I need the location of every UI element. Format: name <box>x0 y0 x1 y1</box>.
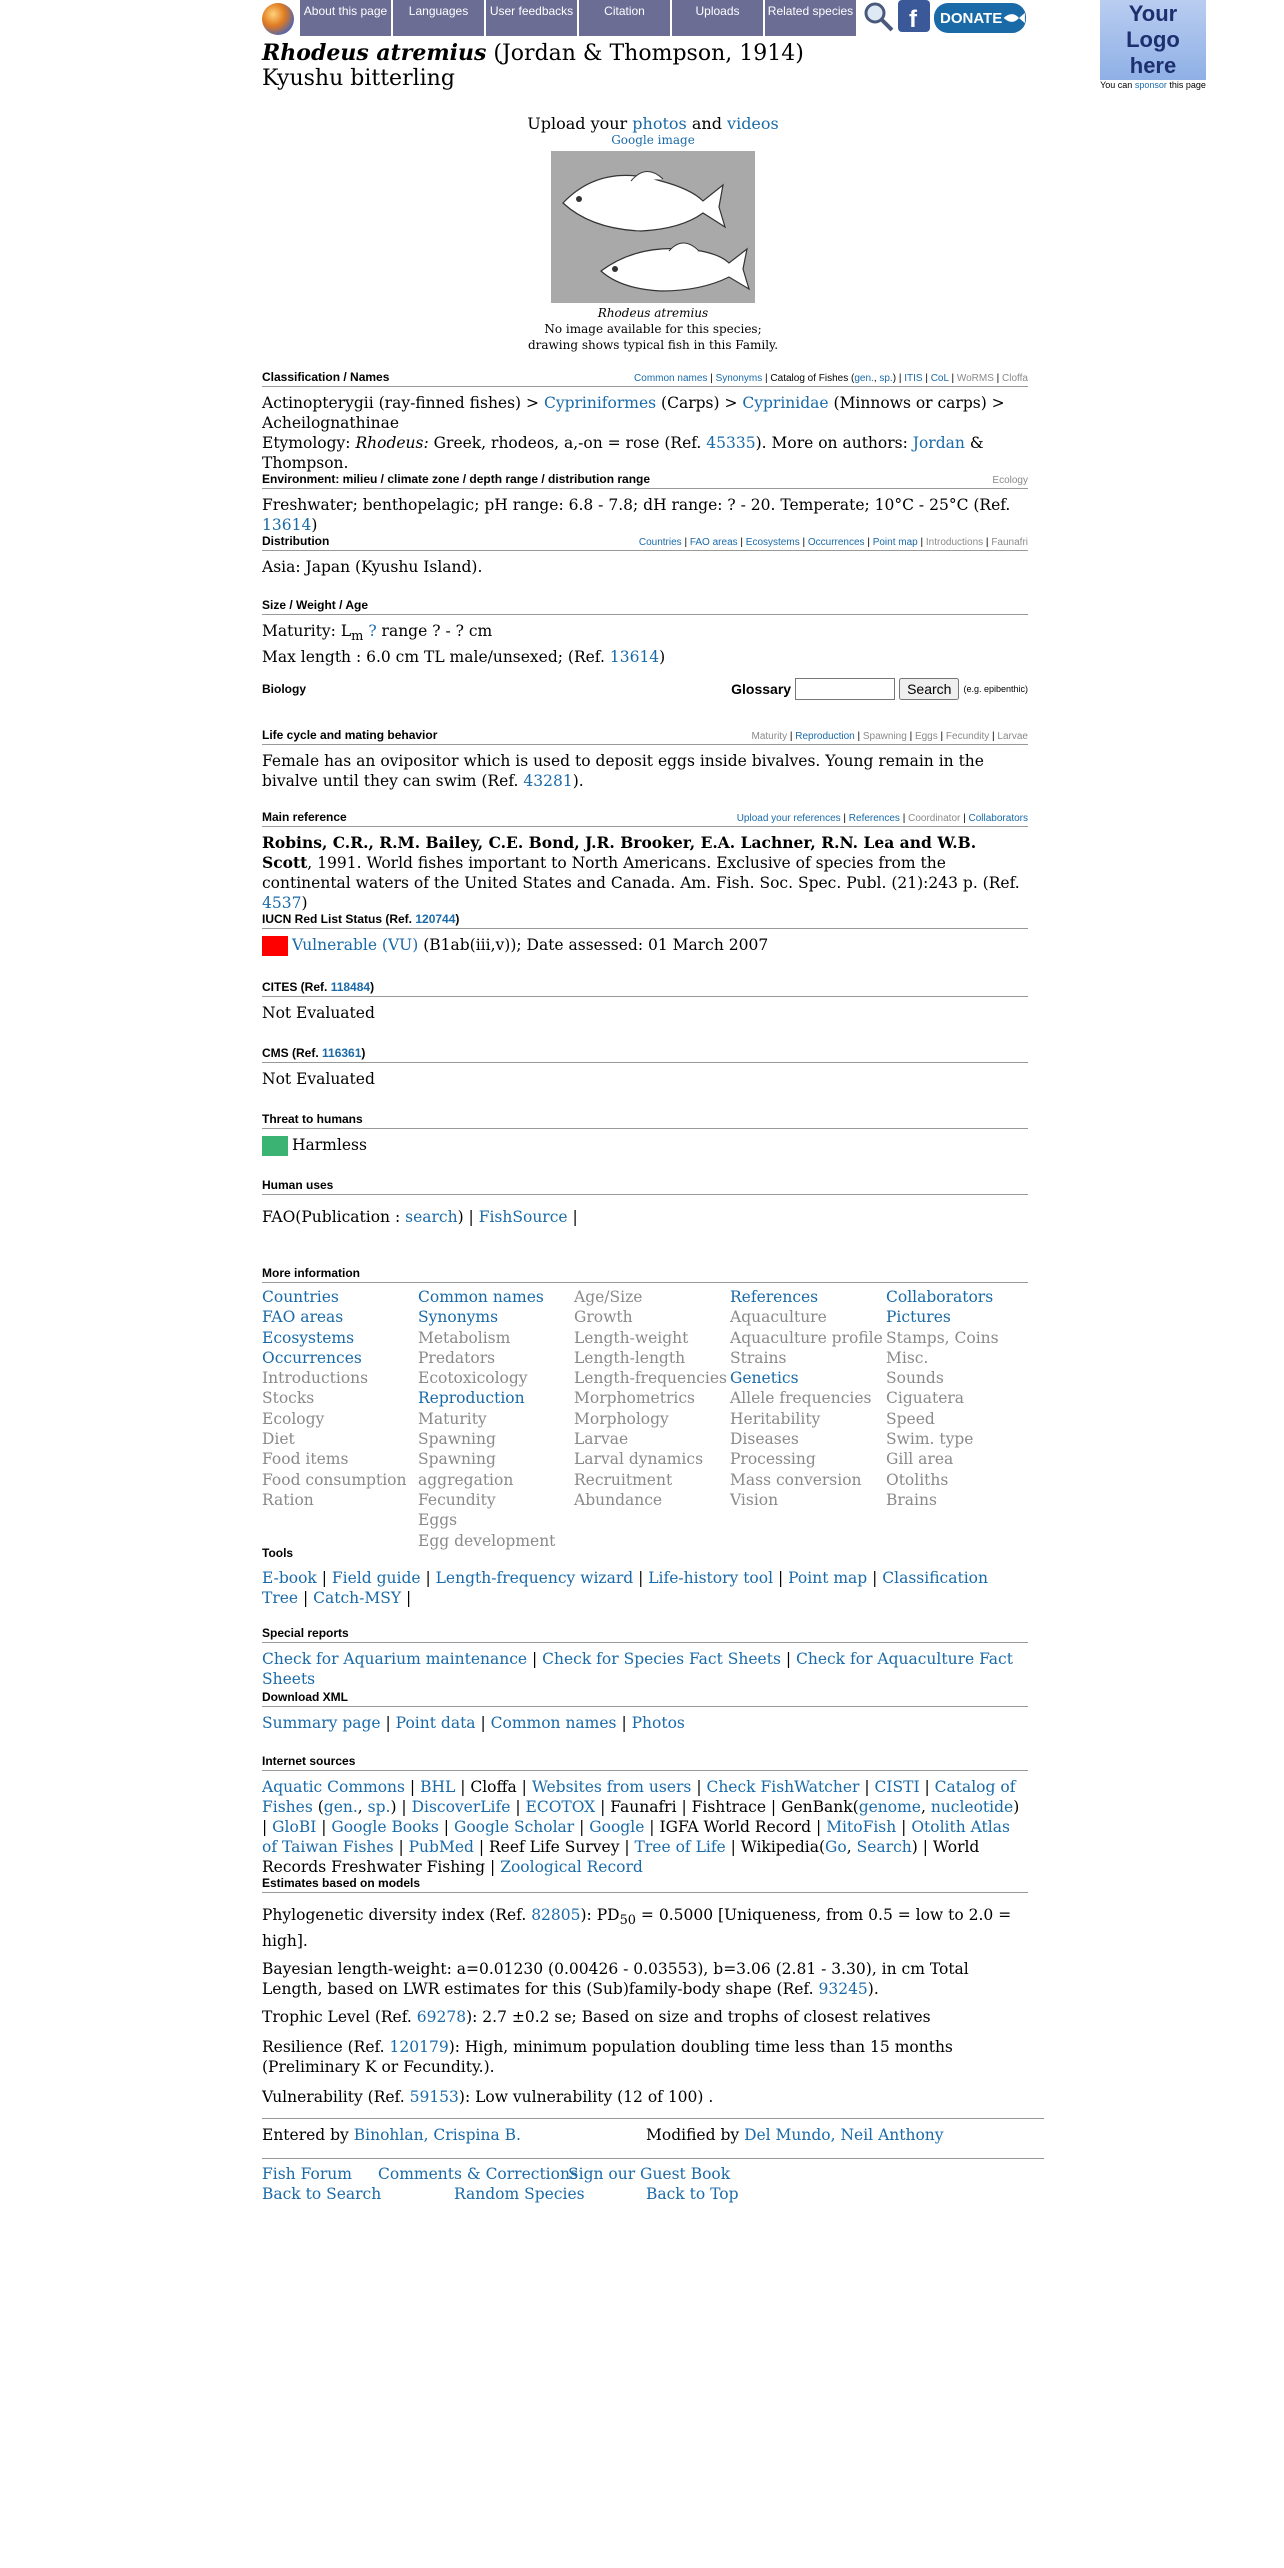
download-xml-section: Download XML Summary page | Point data | Common names | Photos <box>262 1690 1028 1733</box>
tool-point-map[interactable]: Point map <box>788 1569 868 1587</box>
xml-photos[interactable]: Photos <box>631 1714 685 1732</box>
more-info-grid <box>262 1287 1028 1551</box>
entered-by-link[interactable]: Binohlan, Crispina B. <box>353 2126 521 2144</box>
more-info-item: Brains <box>886 1490 937 1509</box>
more-info-column <box>574 1287 730 1551</box>
link-ecosystems[interactable]: Ecosystems <box>745 537 800 548</box>
more-info-item: Larval dynamics <box>574 1450 704 1469</box>
internet-source-link[interactable]: gen. <box>323 1798 358 1816</box>
internet-source-text: | <box>574 1818 590 1836</box>
internet-sources-links <box>262 1777 1028 1877</box>
human-uses-section: Human uses FAO(Publication : search) | FishSource | <box>262 1178 1028 1227</box>
tools-section: Tools E-book | Field guide | Length-frequency wizard | Life-history tool | Point map | Classification Tree | Catch-MSY | <box>262 1546 1028 1608</box>
more-info-item: Food consumption <box>262 1470 407 1489</box>
facebook-icon[interactable] <box>898 0 930 36</box>
more-info-item: Heritability <box>730 1409 821 1428</box>
donate-label: DONATE <box>940 9 1003 27</box>
footer-credits: Entered by Binohlan, Crispina B. Modified by Del Mundo, Neil Anthony <box>262 2126 944 2144</box>
bayes-ref-link[interactable]: 93245 <box>818 1980 868 1999</box>
more-info-item: Metabolism <box>418 1328 511 1347</box>
more-info-item: Length-weight <box>574 1328 689 1347</box>
link-synonyms[interactable]: Synonyms <box>715 373 763 384</box>
more-info-item: Eggs <box>418 1511 458 1530</box>
fish-icon <box>1002 9 1026 27</box>
google-image-link[interactable]: Google image <box>611 133 695 147</box>
more-info-item: Egg development <box>418 1531 556 1550</box>
more-info-item: Swim. type <box>886 1430 974 1449</box>
fishsource-link[interactable]: FishSource <box>478 1208 568 1226</box>
internet-source-link[interactable]: PubMed <box>408 1838 474 1856</box>
more-info-column <box>262 1287 418 1551</box>
fishbase-globe-icon[interactable] <box>262 3 294 35</box>
iucn-status-swatch <box>262 936 288 956</box>
tool-classification-tree[interactable]: Classification Tree <box>262 1569 988 1607</box>
size-section: Size / Weight / Age Maturity: $L_m$ ? range ? - ? cm Max length : 6.0 cm TL male/unsexed; (Ref. 13614) <box>262 598 1028 667</box>
internet-source-text: ) | <box>390 1798 412 1816</box>
biology-section: Biology Glossary Search (e.g. epibenthic) <box>262 678 1028 700</box>
internet-source-link[interactable]: DiscoverLife <box>411 1798 511 1816</box>
image-block <box>262 114 1044 353</box>
internet-source-link[interactable]: Check FishWatcher <box>706 1778 860 1796</box>
distribution-section: Distribution Countries | FAO areas | Ecosystems | Occurrences | Point map | Introductions | Faunafri Asia: Japan (Kyushu Island). <box>262 534 1028 576</box>
fish-drawing[interactable] <box>551 151 755 303</box>
upload-photos-link[interactable]: photos <box>632 114 687 133</box>
internet-source-text: | <box>691 1778 707 1796</box>
internet-source-link[interactable]: sp. <box>367 1798 391 1816</box>
internet-source-link[interactable]: Catalog of Fishes <box>262 1778 1016 1816</box>
internet-source-link[interactable]: Aquatic Commons <box>262 1778 405 1796</box>
modified-by-link[interactable]: Del Mundo, Neil Anthony <box>744 2126 944 2144</box>
more-info-item: Speed <box>886 1409 935 1428</box>
more-info-item: Fecundity <box>418 1490 496 1509</box>
more-info-link[interactable]: Reproduction <box>418 1389 525 1408</box>
more-info-item: Growth <box>574 1308 633 1327</box>
more-info-item: Ciguatera <box>886 1389 965 1408</box>
etym-ref-link[interactable]: 45335 <box>706 434 756 452</box>
more-info-item: Maturity <box>418 1409 487 1428</box>
comments-link[interactable]: Comments & Corrections <box>378 2165 578 2183</box>
threat-section: Threat to humans Harmless <box>262 1112 1028 1156</box>
nav-related-species[interactable]: Related species <box>765 0 858 36</box>
link-reproduction[interactable]: Reproduction <box>795 731 855 742</box>
link-references[interactable]: References <box>848 813 900 824</box>
tool-ebook[interactable]: E-book <box>262 1569 317 1587</box>
internet-source-text: | Reef Life Survey | <box>473 1838 635 1856</box>
internet-source-text: | Faunafri | Fishtrace | GenBank( <box>595 1798 859 1816</box>
more-info-item: Processing <box>730 1450 816 1469</box>
mainref-ref-link[interactable]: 4537 <box>262 894 302 912</box>
internet-source-link[interactable]: Search <box>856 1838 912 1856</box>
internet-source-text: | <box>510 1798 526 1816</box>
tool-catch-msy[interactable]: Catch-MSY <box>313 1589 402 1607</box>
internet-source-text: | <box>316 1818 332 1836</box>
more-info-item: Stocks <box>262 1389 315 1408</box>
cms-section: CMS (Ref. 116361) Not Evaluated <box>262 1046 1028 1089</box>
upload-line: Upload your photos and videos <box>527 114 779 133</box>
more-info-item: Sounds <box>886 1369 944 1388</box>
internet-source-text: | Wikipedia( <box>725 1838 826 1856</box>
internet-source-text: ( <box>312 1798 324 1816</box>
main-reference-section: Main reference Upload your references | References | Coordinator | Collaborators Robins, C.R., R.M. Bailey, C.E. Bond, J.R. Brooker, E.A. Lachner, R.N. Lea and W.B. Scott, 1991. World fishes important to North Americans. Exclusive of species from the continental waters of the United States and Canada. Am. Fish. Soc. Spec. Publ. (21):243 p. (Ref. 4537) <box>262 810 1028 912</box>
more-info-link[interactable]: Pictures <box>886 1308 951 1327</box>
report-aquaculture-fact[interactable]: Check for Aquaculture Fact Sheets <box>262 1650 1013 1688</box>
tool-life-history[interactable]: Life-history tool <box>648 1569 774 1587</box>
threat-swatch <box>262 1136 288 1156</box>
more-info-item: Morphology <box>574 1409 669 1428</box>
nav-uploads[interactable]: Uploads <box>672 0 765 36</box>
donate-button[interactable] <box>934 3 1026 33</box>
internet-source-link[interactable]: genome <box>858 1798 921 1816</box>
image-caption-1: No image available for this species; <box>544 322 762 336</box>
link-col[interactable]: CoL <box>930 373 949 384</box>
top-nav <box>262 0 1026 36</box>
more-info-item: Spawning <box>418 1430 496 1449</box>
internet-source-link[interactable]: Google <box>589 1818 645 1836</box>
internet-source-link[interactable]: ECOTOX <box>525 1798 596 1816</box>
back-to-search-link[interactable]: Back to Search <box>262 2185 382 2203</box>
link-fao-areas[interactable]: FAO areas <box>689 537 738 548</box>
back-to-top-link[interactable]: Back to Top <box>646 2185 739 2203</box>
more-info-item: Predators <box>418 1348 496 1367</box>
more-info-item: Ecology <box>262 1409 325 1428</box>
more-info-column <box>730 1287 886 1551</box>
more-info-column <box>886 1287 1028 1551</box>
more-info-link[interactable]: Synonyms <box>418 1308 499 1327</box>
more-info-item: Diseases <box>730 1430 799 1449</box>
iucn-section: IUCN Red List Status (Ref. 120744) Vulnerable (VU) (B1ab(iii,v)); Date assessed: 01 March 2007 <box>262 912 1028 956</box>
internet-source-text: ) | <box>262 1798 1020 1836</box>
link-collaborators[interactable]: Collaborators <box>968 813 1028 824</box>
more-info-link[interactable]: Occurrences <box>262 1348 362 1367</box>
more-info-item: Allele frequencies <box>730 1389 872 1408</box>
pd-ref-link[interactable]: 82805 <box>531 1906 581 1924</box>
link-common-names[interactable]: Common names <box>634 373 708 384</box>
internet-source-text: | <box>859 1778 875 1796</box>
random-species-link[interactable]: Random Species <box>454 2185 585 2203</box>
species-author: (Jordan & Thompson, 1914) <box>493 41 804 66</box>
internet-source-link[interactable]: CISTI <box>874 1778 920 1796</box>
internet-source-link[interactable]: Websites from users <box>531 1778 692 1796</box>
internet-source-text: , <box>920 1798 931 1816</box>
link-countries[interactable]: Countries <box>638 537 682 548</box>
upload-videos-link[interactable]: videos <box>727 114 779 133</box>
internet-source-text: , <box>357 1798 368 1816</box>
cites-section: CITES (Ref. 118484) Not Evaluated <box>262 980 1028 1023</box>
more-info-item: Recruitment <box>574 1470 673 1489</box>
internet-source-text: ) | World Records Freshwater Fishing | <box>262 1838 980 1876</box>
species-name: Rhodeus atremius <box>262 40 487 66</box>
image-caption-name: Rhodeus atremius <box>597 306 709 320</box>
internet-source-text: | <box>896 1818 912 1836</box>
more-info-item: Diet <box>262 1430 295 1449</box>
internet-source-link[interactable]: Go <box>825 1838 847 1856</box>
family-link[interactable]: Cyprinidae <box>742 394 829 412</box>
resilience-ref-link[interactable]: 120179 <box>389 2038 449 2057</box>
trophic-ref-link[interactable]: 69278 <box>416 2008 467 2027</box>
internet-source-link[interactable]: Google Books <box>331 1818 439 1836</box>
order-link[interactable]: Cypriniformes <box>543 394 657 412</box>
more-info-item: Ecotoxicology <box>418 1369 528 1388</box>
svg-text:f: f <box>909 6 917 32</box>
more-info-item: Aquaculture <box>730 1308 827 1327</box>
more-info-link[interactable]: Collaborators <box>886 1288 994 1306</box>
nav-about[interactable]: About this page <box>300 0 393 36</box>
glossary-input[interactable] <box>795 678 895 700</box>
xml-common-names[interactable]: Common names <box>490 1714 617 1732</box>
species-title <box>262 40 804 67</box>
sponsor-link[interactable]: sponsor <box>1134 80 1167 90</box>
link-gen[interactable]: gen. <box>854 373 874 384</box>
lifecycle-section: Life cycle and mating behavior Maturity | Reproduction | Spawning | Eggs | Fecundity | Larvae Female has an ovipositor which is used to deposit eggs inside bivalves. Young remain in the bivalve until they can swim (Ref. 43281). <box>262 728 1028 790</box>
internet-source-link[interactable]: GloBI <box>272 1818 317 1836</box>
more-info-item: Age/Size <box>574 1288 643 1306</box>
link-upload-references[interactable]: Upload your references <box>736 813 841 824</box>
more-info-link[interactable]: References <box>730 1288 819 1306</box>
more-info-item: Ration <box>262 1490 314 1509</box>
sponsor-caption: You can sponsor this page <box>1100 80 1206 90</box>
internet-source-link[interactable]: Tree of Life <box>634 1838 726 1856</box>
more-info-item: Food items <box>262 1450 349 1469</box>
maturity-link[interactable]: ? <box>368 622 377 640</box>
footer-divider-2 <box>262 2158 1044 2159</box>
classification-section: Classification / Names Common names | Synonyms | Catalog of Fishes (gen., sp.) | ITIS | CoL | WoRMS | Cloffa Actinopterygii (ray-finned fishes) > Cypriniformes (Carps) > Cyprinidae (Minnows or carps) > Acheilognathinae Etymology: Rhodeus: Greek, rhodeos, a,-on = rose (Ref. 45335). More on authors: Jordan & Thompson. <box>262 370 1028 472</box>
more-info-link[interactable]: Common names <box>418 1288 544 1306</box>
internet-source-link[interactable]: Google Scholar <box>453 1818 575 1836</box>
more-info-item: Morphometrics <box>574 1389 695 1408</box>
your-logo-box[interactable]: Your Logo here <box>1100 0 1206 80</box>
search-icon[interactable] <box>862 0 894 36</box>
internet-source-text: | <box>393 1838 409 1856</box>
more-info-item: Length-length <box>574 1348 686 1367</box>
more-info-item: Abundance <box>574 1490 663 1509</box>
author-link[interactable]: Jordan <box>912 434 965 452</box>
internet-source-link[interactable]: MitoFish <box>826 1818 897 1836</box>
env-ref-link[interactable]: 13614 <box>262 516 312 534</box>
special-reports-section: Special reports Check for Aquarium maintenance | Check for Species Fact Sheets | Check for Aquaculture Fact Sheets <box>262 1626 1028 1689</box>
fish-forum-link[interactable]: Fish Forum <box>262 2165 352 2183</box>
more-info-item: Larvae <box>574 1430 629 1449</box>
tool-length-frequency[interactable]: Length-frequency wizard <box>435 1569 634 1587</box>
more-info-item: Strains <box>730 1348 787 1367</box>
more-info-item: Aquaculture profile <box>730 1328 883 1347</box>
cms-ref-link[interactable]: 116361 <box>322 1046 362 1060</box>
more-info-column <box>418 1287 574 1551</box>
internet-source-link[interactable]: Zoological Record <box>500 1858 643 1876</box>
more-info-item: Length-frequencies <box>574 1369 727 1388</box>
more-info-item: Introductions <box>262 1369 369 1388</box>
more-info-link[interactable]: Countries <box>262 1288 339 1306</box>
iucn-status-link[interactable]: Vulnerable (VU) <box>292 936 419 954</box>
internet-source-link[interactable]: BHL <box>420 1778 456 1796</box>
internet-source-text: , <box>846 1838 857 1856</box>
common-name: Kyushu bitterling <box>262 66 455 91</box>
more-info-item: Gill area <box>886 1450 954 1469</box>
internet-source-link[interactable]: Otolith Atlas of Taiwan Fishes <box>262 1818 1010 1856</box>
xml-summary[interactable]: Summary page <box>262 1714 381 1732</box>
vulnerability-ref-link[interactable]: 59153 <box>409 2088 459 2107</box>
nav-citation[interactable]: Citation <box>579 0 672 36</box>
estimates-section: Estimates based on models Phylogenetic diversity index (Ref. 82805): $PD_{50} = 0.5000$ [Uniqueness, from 0.5 = low to 2.0 = high]. Bayesian length-weight: a=0.01230 (0.00426 - 0.03553), b=3.06 (2.81 - 3.30), in cm Total Length, based on LWR estimates for this (Sub)family-body shape (Ref. 93245). Trophic Level (Ref. 69278): 2.7 ±0.2 se; Based on size and trophs of closest relatives Resilience (Ref. 120179): High, minimum population doubling time less than 15 months (Preliminary K or Fecundity.). Vulnerability (Ref. 59153): Low vulnerability (12 of 100) . <box>262 1876 1028 2107</box>
link-sp[interactable]: sp. <box>879 373 893 384</box>
internet-source-text: | <box>438 1818 454 1836</box>
nav-languages[interactable]: Languages <box>393 0 486 36</box>
link-itis[interactable]: ITIS <box>904 373 923 384</box>
footer-links <box>262 2164 1028 2204</box>
iucn-ref-link[interactable]: 120744 <box>415 912 456 926</box>
xml-point-data[interactable]: Point data <box>395 1714 476 1732</box>
more-info-item: Mass conversion <box>730 1470 862 1489</box>
internet-source-text: | IGFA World Record | <box>644 1818 827 1836</box>
report-species-fact[interactable]: Check for Species Fact Sheets <box>542 1650 781 1668</box>
maxlen-ref-link[interactable]: 13614 <box>609 648 660 667</box>
internet-sources-section: Internet sources Aquatic Commons | BHL | Cloffa | Websites from users | Check FishWatcher | CISTI | Catalog of Fishes (gen., sp.) | DiscoverLife | ECOTOX | Faunafri | Fishtrace | GenBank(genome, nucleotide) | GloBI | Google Books | Google Scholar | Google | IGFA World Record | MitoFish | Otolith Atlas of Taiwan Fishes | PubMed | Reef Life Survey | Tree of Life | Wikipedia(Go, Search) | World Records Freshwater Fishing | Zoological Record <box>262 1754 1028 1877</box>
more-info-item: Otoliths <box>886 1470 949 1489</box>
glossary-search-button[interactable]: Search <box>899 678 959 700</box>
image-caption-2: drawing shows typical fish in this Family. <box>527 338 779 352</box>
internet-source-link[interactable]: nucleotide <box>930 1798 1014 1816</box>
fao-search-link[interactable]: search <box>405 1208 458 1226</box>
tools-links: E-book | Field guide | Length-frequency wizard | Life-history tool | Point map | Classification Tree | Catch-MSY | <box>262 1569 988 1607</box>
classification-heading: Classification / Names <box>262 370 390 384</box>
environment-section: Environment: milieu / climate zone / depth range / distribution range Ecology Freshwater; benthopelagic; pH range: 6.8 - 7.8; dH range: ? - 20. Temperate; 10°C - 25°C (Ref. 13614) <box>262 472 1028 534</box>
more-information-section: More information Countries FAO areas Ecosystems Occurrences Introductions Stocks Ecology Diet Food items Food consumption Ration Common names Synonyms Metabolism Predators Ecotoxicology Reproduction Maturity Spawning Spawning aggregation Fecundity Eggs Egg development Age/Size Growth Length-weight Length-length Length-frequencies Morphometrics Morphology Larvae Larval dynamics Recruitment Abundance References Aquaculture Aquaculture profile Strains Genetics Allele frequencies Heritability Diseases Processing Mass conversion Vision Collaborators Pictures Stamps, Coins Misc. Sounds Ciguatera Speed Swim. type Gill area Otoliths Brains <box>262 1266 1028 1551</box>
internet-source-text: | Cloffa | <box>455 1778 532 1796</box>
more-info-item: aggregation <box>418 1470 514 1489</box>
internet-source-text: | <box>919 1778 935 1796</box>
report-aquarium[interactable]: Check for Aquarium maintenance <box>262 1650 528 1668</box>
cites-ref-link[interactable]: 118484 <box>330 980 371 994</box>
more-info-item: Stamps, Coins Misc. <box>886 1328 999 1367</box>
more-info-link[interactable]: Ecosystems <box>262 1328 355 1347</box>
tool-field-guide[interactable]: Field guide <box>331 1569 421 1587</box>
more-info-link[interactable]: Genetics <box>730 1369 799 1388</box>
more-info-item: Spawning <box>418 1450 496 1469</box>
sponsor-logo <box>1100 0 1206 90</box>
link-point-map[interactable]: Point map <box>872 537 918 548</box>
more-info-item: Vision <box>730 1490 779 1509</box>
link-occurrences[interactable]: Occurrences <box>807 537 865 548</box>
footer-divider-1 <box>262 2118 1044 2119</box>
more-info-link[interactable]: FAO areas <box>262 1308 344 1327</box>
lifecycle-ref-link[interactable]: 43281 <box>523 772 573 790</box>
guest-book-link[interactable]: Sign our Guest Book <box>568 2165 731 2183</box>
nav-user-feedbacks[interactable]: User feedbacks <box>486 0 579 36</box>
internet-source-text: | <box>405 1778 421 1796</box>
